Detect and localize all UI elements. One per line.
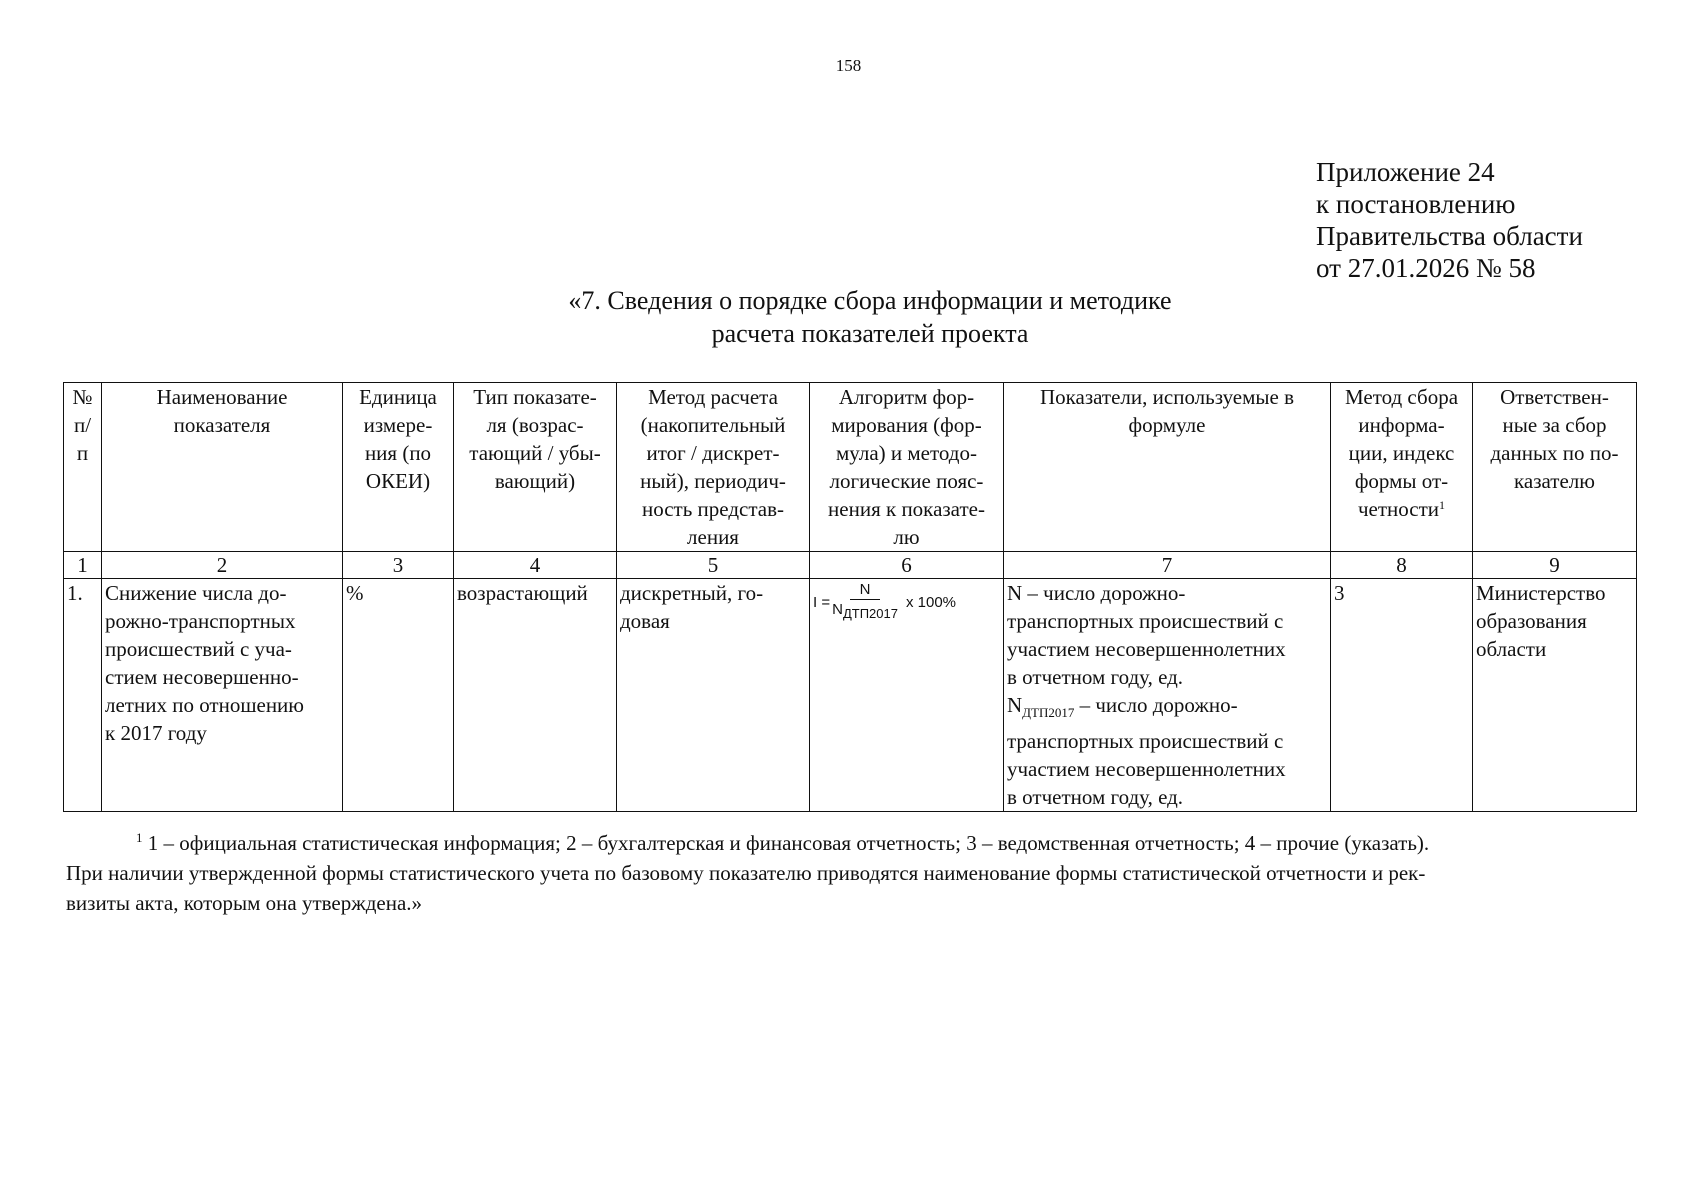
header-line: мирования (фор-: [831, 413, 982, 437]
cell-line: [1007, 691, 1327, 727]
cell-line: летних по отношению: [105, 693, 304, 717]
column-number: 5: [617, 552, 810, 579]
formula: [813, 581, 1000, 624]
indicators-table: [63, 382, 1637, 812]
header-line: №: [72, 385, 93, 409]
header-line: (накопительный: [640, 413, 786, 437]
column-number: 6: [810, 552, 1004, 579]
header-line: п: [76, 441, 89, 465]
formula-numerator: N: [850, 581, 881, 600]
row-number: 1.: [64, 579, 102, 812]
cell-line: области: [1476, 637, 1547, 661]
title-line: «7. Сведения о порядке сбора информации и методике: [568, 286, 1172, 315]
cell-line: образования: [1476, 609, 1587, 633]
cell-line: N – число дорожно-: [1007, 581, 1186, 605]
footnote-mark: 1: [136, 830, 143, 845]
indicators-cell: [1004, 579, 1331, 812]
header-line: ции, индекс: [1348, 441, 1455, 465]
appendix-line: Приложение 24: [1316, 157, 1495, 187]
column-number: 1: [64, 552, 102, 579]
header-line: информа-: [1358, 413, 1445, 437]
denominator-subscript: ДТП2017: [842, 606, 898, 621]
method-cell: [617, 579, 810, 812]
header-line: показателя: [173, 413, 271, 437]
footnote-line: При наличии утвержденной формы статистического учета по базовому показателю приводятся наименование формы статистической отчетности и рек-: [66, 861, 1426, 885]
cell-line: участием несовершеннолетних: [1007, 757, 1286, 782]
footnote: [66, 828, 1632, 918]
column-number: 9: [1473, 552, 1637, 579]
footnote-text: 1 – официальная статистическая информация; 2 – бухгалтерская и финансовая отчетность; 3 – ведомственная отчетность; 4 – прочие (указать).: [142, 831, 1430, 855]
type-cell: возрастающий: [454, 579, 617, 812]
header-cell-indicators: [1004, 383, 1331, 552]
header-line: ные за сбор: [1502, 413, 1607, 437]
responsible-cell: [1473, 579, 1637, 812]
header-line: ность представ-: [641, 497, 785, 521]
header-line: тающий / убы-: [469, 441, 601, 465]
header-line: [1334, 495, 1469, 523]
table-header-row: [64, 383, 1637, 552]
header-cell-algorithm: [810, 383, 1004, 552]
cell-line: рожно-транспортных: [105, 609, 296, 633]
header-line: измере-: [363, 413, 433, 437]
header-line: Алгоритм фор-: [838, 385, 975, 409]
appendix-line: Правительства области: [1316, 221, 1583, 251]
header-cell-responsible: [1473, 383, 1637, 552]
header-line: Ответствен-: [1500, 385, 1609, 409]
formula-denominator: [832, 600, 898, 624]
formula-suffix: x 100%: [905, 593, 957, 611]
column-number: 4: [454, 552, 617, 579]
ndtp-base: N: [1007, 693, 1023, 717]
column-number: 7: [1004, 552, 1331, 579]
header-line: мула) и методо-: [836, 441, 977, 465]
formula-fraction: [832, 581, 898, 624]
header-line: ля (возрас-: [486, 413, 584, 437]
footnote-line: визиты акта, которым она утверждена.»: [66, 891, 423, 915]
ndtp-text: – число дорожно-: [1074, 693, 1238, 717]
header-cell-number: [64, 383, 102, 552]
denominator-base: N: [832, 601, 843, 618]
unit-cell: %: [343, 579, 454, 812]
title-line: расчета показателей проекта: [711, 319, 1029, 348]
header-cell-collection: [1331, 383, 1473, 552]
footnote-mark: 1: [1439, 498, 1446, 512]
cell-line: в отчетном году, ед.: [1007, 785, 1184, 810]
cell-line: дискретный, го-: [620, 581, 764, 605]
header-line: лю: [893, 525, 920, 549]
header-line: ОКЕИ): [365, 469, 431, 493]
page-number: 158: [835, 56, 862, 75]
cell-line: участием несовершеннолетних: [1007, 637, 1286, 661]
header-cell-method: [617, 383, 810, 552]
header-line: ный), периодич-: [640, 469, 786, 493]
formula-cell: [810, 579, 1004, 812]
table-row: [64, 579, 1637, 812]
header-line: данных по по-: [1490, 441, 1619, 465]
cell-line: происшествий с уча-: [105, 637, 292, 661]
appendix-block: [1316, 156, 1583, 284]
column-number: 3: [343, 552, 454, 579]
cell-line: Снижение числа до-: [105, 581, 287, 605]
formula-lhs: I =: [813, 593, 831, 611]
appendix-line: к постановлению: [1316, 189, 1516, 219]
header-cell-name: [102, 383, 343, 552]
cell-line: транспортных происшествий с: [1007, 609, 1284, 633]
indicator-name: [102, 579, 343, 812]
cell-line: Министерство: [1476, 581, 1606, 605]
header-line: ния (по: [364, 441, 432, 465]
header-cell-unit: [343, 383, 454, 552]
cell-line: транспортных происшествий с: [1007, 729, 1284, 754]
column-number: 8: [1331, 552, 1473, 579]
header-cell-type: [454, 383, 617, 552]
header-line: формуле: [1128, 413, 1206, 437]
header-line-text: четности: [1357, 497, 1440, 521]
cell-line: к 2017 году: [105, 721, 207, 745]
column-number-row: [64, 552, 1637, 579]
header-line: логические пояс-: [829, 469, 984, 493]
header-line: Метод сбора: [1344, 385, 1459, 409]
header-line: Показатели, используемые в: [1039, 385, 1295, 409]
cell-line: стием несовершенно-: [105, 665, 299, 689]
header-line: вающий): [494, 469, 576, 493]
column-number: 2: [102, 552, 343, 579]
header-line: итог / дискрет-: [646, 441, 780, 465]
header-line: Метод расчета: [648, 385, 778, 409]
footnote-line: [66, 828, 1632, 858]
header-line: ления: [687, 525, 739, 549]
cell-line: в отчетном году, ед.: [1007, 665, 1184, 689]
ndtp-subscript: ДТП2017: [1022, 705, 1075, 721]
header-line: Наименование: [156, 385, 288, 409]
header-line: п/: [73, 413, 92, 437]
header-line: Тип показате-: [473, 385, 597, 409]
header-line: казателю: [1514, 469, 1595, 493]
header-line: нения к показате-: [828, 497, 985, 521]
header-line: Единица: [359, 385, 437, 409]
collection-method-cell: 3: [1331, 579, 1473, 812]
document-title: [460, 284, 1280, 350]
header-line: формы от-: [1354, 469, 1449, 493]
cell-line: довая: [620, 609, 670, 633]
appendix-line: от 27.01.2026 № 58: [1316, 253, 1536, 283]
